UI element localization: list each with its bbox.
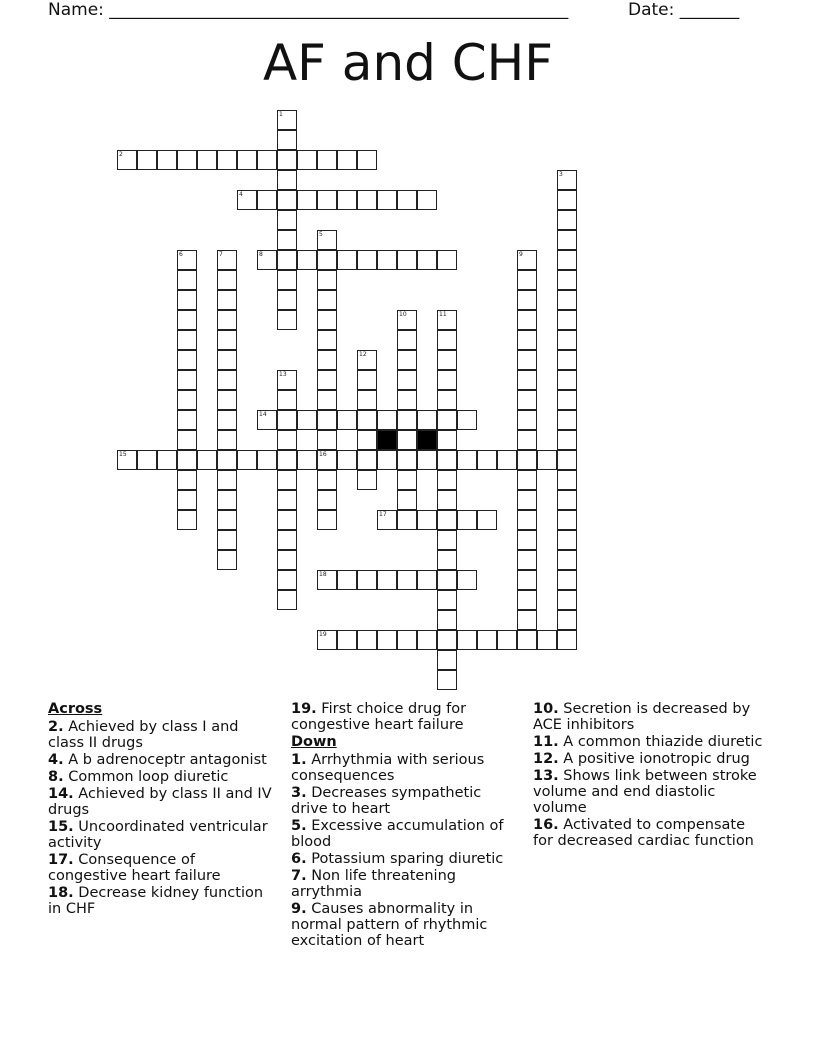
grid-cell[interactable] bbox=[557, 390, 577, 410]
clue-number: 14. bbox=[48, 786, 74, 802]
grid-cell[interactable] bbox=[557, 270, 577, 290]
grid-cell[interactable] bbox=[377, 250, 397, 270]
clue-number-label: 16 bbox=[319, 451, 327, 458]
grid-cell[interactable] bbox=[197, 450, 217, 470]
clue-item bbox=[48, 852, 278, 884]
clue-item bbox=[291, 868, 521, 900]
grid-cell[interactable] bbox=[557, 630, 577, 650]
grid-cell[interactable] bbox=[557, 190, 577, 210]
clue-item bbox=[291, 785, 521, 817]
grid-cell[interactable] bbox=[137, 450, 157, 470]
grid-cell[interactable] bbox=[277, 310, 297, 330]
across-clue-list-continued bbox=[291, 701, 521, 733]
grid-cell[interactable] bbox=[377, 410, 397, 430]
grid-cell[interactable] bbox=[557, 550, 577, 570]
grid-cell[interactable] bbox=[177, 510, 197, 530]
grid-cell[interactable] bbox=[177, 430, 197, 450]
grid-cell[interactable] bbox=[397, 390, 417, 410]
grid-cell[interactable] bbox=[397, 450, 417, 470]
grid-cell[interactable] bbox=[277, 250, 297, 270]
clue-number: 4. bbox=[48, 752, 64, 768]
grid-cell[interactable] bbox=[257, 450, 277, 470]
clue-item bbox=[533, 751, 768, 767]
grid-cell[interactable] bbox=[277, 150, 297, 170]
clue-number: 5. bbox=[291, 818, 307, 834]
grid-cell[interactable] bbox=[357, 630, 377, 650]
grid-cell[interactable] bbox=[357, 430, 377, 450]
clue-column-2 bbox=[291, 701, 521, 950]
clue-item bbox=[291, 851, 521, 867]
clue-item bbox=[291, 818, 521, 850]
grid-cell[interactable] bbox=[437, 530, 457, 550]
grid-cell[interactable] bbox=[337, 150, 357, 170]
grid-cell[interactable] bbox=[517, 550, 537, 570]
clue-item bbox=[48, 752, 278, 768]
grid-cell[interactable] bbox=[397, 470, 417, 490]
grid-cell[interactable] bbox=[517, 470, 537, 490]
clue-number-label: 17 bbox=[379, 511, 387, 518]
grid-cell[interactable] bbox=[217, 370, 237, 390]
grid-cell[interactable] bbox=[357, 370, 377, 390]
clue-number: 15. bbox=[48, 819, 74, 835]
grid-cell[interactable] bbox=[217, 350, 237, 370]
clue-number-label: 13 bbox=[279, 371, 287, 378]
across-clue-list bbox=[48, 719, 278, 917]
grid-cell[interactable] bbox=[177, 470, 197, 490]
grid-cell[interactable] bbox=[437, 410, 457, 430]
across-heading: Across bbox=[48, 701, 103, 717]
down-clue-list bbox=[291, 752, 521, 949]
grid-cell[interactable] bbox=[217, 410, 237, 430]
clue-text: Non life threatening arrythmia bbox=[291, 868, 456, 900]
grid-cell[interactable] bbox=[217, 470, 237, 490]
grid-cell[interactable] bbox=[317, 150, 337, 170]
grid-cell[interactable] bbox=[297, 150, 317, 170]
page-title: AF and CHF bbox=[262, 34, 554, 92]
clue-column-1 bbox=[48, 701, 278, 918]
grid-cell[interactable] bbox=[317, 370, 337, 390]
clue-item bbox=[48, 885, 278, 917]
clue-number-label: 7 bbox=[219, 251, 223, 258]
clue-text: Causes abnormality in normal pattern of rhythmic excitation of heart bbox=[291, 901, 488, 949]
grid-cell[interactable] bbox=[557, 610, 577, 630]
grid-cell[interactable] bbox=[317, 510, 337, 530]
grid-cell[interactable] bbox=[397, 370, 417, 390]
clue-item bbox=[48, 786, 278, 818]
grid-cell[interactable] bbox=[357, 390, 377, 410]
clue-number-label: 6 bbox=[179, 251, 183, 258]
clue-text: Excessive accumulation of blood bbox=[291, 818, 504, 850]
clue-number: 18. bbox=[48, 885, 74, 901]
grid-cell[interactable] bbox=[417, 510, 437, 530]
grid-cell[interactable] bbox=[237, 150, 257, 170]
grid-cell[interactable] bbox=[277, 290, 297, 310]
grid-cell[interactable] bbox=[517, 350, 537, 370]
clue-number: 1. bbox=[291, 752, 307, 768]
grid-cell[interactable] bbox=[157, 150, 177, 170]
clue-number-label: 9 bbox=[519, 251, 523, 258]
clue-item bbox=[48, 769, 278, 785]
grid-cell[interactable] bbox=[557, 430, 577, 450]
grid-cell[interactable] bbox=[157, 450, 177, 470]
clue-number-label: 8 bbox=[259, 251, 263, 258]
clue-item bbox=[48, 819, 278, 851]
clue-number: 11. bbox=[533, 734, 559, 750]
down-heading: Down bbox=[291, 734, 337, 750]
clue-item bbox=[291, 701, 521, 733]
clue-text: First choice drug for congestive heart failure bbox=[291, 701, 467, 733]
grid-cell[interactable] bbox=[417, 570, 437, 590]
grid-cell[interactable] bbox=[137, 150, 157, 170]
clue-number: 10. bbox=[533, 701, 559, 717]
grid-cell[interactable] bbox=[277, 390, 297, 410]
clue-number: 19. bbox=[291, 701, 317, 717]
grid-cell[interactable] bbox=[557, 310, 577, 330]
grid-cell[interactable] bbox=[277, 130, 297, 150]
grid-cell[interactable] bbox=[177, 450, 197, 470]
grid-cell[interactable] bbox=[217, 310, 237, 330]
grid-cell[interactable] bbox=[277, 490, 297, 510]
grid-cell[interactable] bbox=[317, 330, 337, 350]
grid-cell[interactable] bbox=[217, 390, 237, 410]
clue-number: 8. bbox=[48, 769, 64, 785]
grid-cell[interactable] bbox=[177, 310, 197, 330]
grid-cell[interactable] bbox=[417, 410, 437, 430]
grid-cell[interactable] bbox=[217, 530, 237, 550]
grid-cell[interactable] bbox=[277, 410, 297, 430]
grid-cell[interactable] bbox=[397, 630, 417, 650]
down-clue-list-continued bbox=[533, 701, 768, 849]
grid-cell[interactable] bbox=[197, 150, 217, 170]
grid-cell[interactable] bbox=[357, 470, 377, 490]
clue-number-label: 14 bbox=[259, 411, 267, 418]
grid-cell[interactable] bbox=[217, 550, 237, 570]
grid-cell[interactable] bbox=[557, 290, 577, 310]
grid-cell[interactable] bbox=[377, 190, 397, 210]
clue-text: Achieved by class II and IV drugs bbox=[48, 786, 272, 818]
clue-item bbox=[291, 901, 521, 949]
clue-number-label: 11 bbox=[439, 311, 447, 318]
grid-cell[interactable] bbox=[277, 170, 297, 190]
grid-cell[interactable] bbox=[517, 430, 537, 450]
grid-cell[interactable] bbox=[557, 230, 577, 250]
clue-column-3 bbox=[533, 701, 768, 850]
grid-cell[interactable] bbox=[517, 630, 537, 650]
grid-cell[interactable] bbox=[177, 270, 197, 290]
grid-cell[interactable] bbox=[177, 390, 197, 410]
grid-cell[interactable] bbox=[337, 250, 357, 270]
clue-number: 17. bbox=[48, 852, 74, 868]
grid-cell[interactable] bbox=[257, 150, 277, 170]
grid-cell[interactable] bbox=[557, 570, 577, 590]
grid-cell[interactable] bbox=[517, 450, 537, 470]
grid-cell[interactable] bbox=[437, 590, 457, 610]
grid-cell[interactable] bbox=[317, 410, 337, 430]
grid-cell[interactable] bbox=[437, 670, 457, 690]
grid-cell[interactable] bbox=[417, 450, 437, 470]
grid-cell[interactable] bbox=[397, 250, 417, 270]
clue-number: 13. bbox=[533, 768, 559, 784]
clue-number-label: 1 bbox=[279, 111, 283, 118]
grid-cell[interactable] bbox=[357, 190, 377, 210]
grid-cell[interactable] bbox=[177, 350, 197, 370]
grid-cell[interactable] bbox=[557, 250, 577, 270]
clue-item bbox=[291, 752, 521, 784]
clue-number: 12. bbox=[533, 751, 559, 767]
clue-text: Uncoordinated ventricular activity bbox=[48, 819, 268, 851]
clue-number-label: 4 bbox=[239, 191, 243, 198]
clue-text: Potassium sparing diuretic bbox=[306, 851, 504, 867]
clue-number-label: 19 bbox=[319, 631, 327, 638]
grid-cell[interactable] bbox=[437, 470, 457, 490]
grid-cell[interactable] bbox=[517, 530, 537, 550]
grid-cell[interactable] bbox=[317, 190, 337, 210]
grid-cell[interactable] bbox=[557, 330, 577, 350]
grid-cell[interactable] bbox=[277, 270, 297, 290]
clue-number-label: 18 bbox=[319, 571, 327, 578]
grid-cell[interactable] bbox=[177, 370, 197, 390]
grid-cell[interactable] bbox=[437, 330, 457, 350]
clue-number-label: 3 bbox=[559, 171, 563, 178]
grid-cell[interactable] bbox=[217, 270, 237, 290]
grid-cell[interactable] bbox=[437, 430, 457, 450]
grid-cell[interactable] bbox=[397, 330, 417, 350]
grid-cell[interactable] bbox=[537, 630, 557, 650]
grid-cell[interactable] bbox=[477, 450, 497, 470]
grid-cell[interactable] bbox=[557, 370, 577, 390]
grid-cell[interactable] bbox=[557, 510, 577, 530]
grid-cell[interactable] bbox=[437, 570, 457, 590]
grid-cell[interactable] bbox=[317, 270, 337, 290]
grid-cell[interactable] bbox=[337, 410, 357, 430]
grid-cell[interactable] bbox=[357, 570, 377, 590]
grid-cell[interactable] bbox=[217, 490, 237, 510]
grid-cell[interactable] bbox=[437, 390, 457, 410]
grid-cell[interactable] bbox=[397, 350, 417, 370]
grid-cell[interactable] bbox=[277, 210, 297, 230]
grid-cell[interactable] bbox=[277, 550, 297, 570]
grid-cell[interactable] bbox=[457, 570, 477, 590]
grid-cell[interactable] bbox=[437, 250, 457, 270]
grid-cell[interactable] bbox=[357, 250, 377, 270]
grid-cell[interactable] bbox=[397, 410, 417, 430]
grid-cell[interactable] bbox=[457, 510, 477, 530]
grid-cell[interactable] bbox=[517, 330, 537, 350]
grid-cell[interactable] bbox=[337, 190, 357, 210]
grid-cell[interactable] bbox=[217, 330, 237, 350]
clue-number: 3. bbox=[291, 785, 307, 801]
clue-text: A b adrenoceptr antagonist bbox=[63, 752, 267, 768]
grid-cell[interactable] bbox=[277, 430, 297, 450]
grid-cell[interactable] bbox=[517, 370, 537, 390]
clue-text: Shows link between stroke volume and end diastolic volume bbox=[533, 768, 757, 816]
grid-cell[interactable] bbox=[217, 430, 237, 450]
grid-cell[interactable] bbox=[317, 430, 337, 450]
grid-cell[interactable] bbox=[277, 570, 297, 590]
grid-cell[interactable] bbox=[317, 250, 337, 270]
grid-cell[interactable] bbox=[517, 410, 537, 430]
grid-cell[interactable] bbox=[397, 510, 417, 530]
black-cell bbox=[377, 430, 397, 450]
clue-item bbox=[48, 719, 278, 751]
grid-cell[interactable] bbox=[317, 290, 337, 310]
grid-cell[interactable] bbox=[277, 510, 297, 530]
grid-cell[interactable] bbox=[177, 150, 197, 170]
black-cell bbox=[417, 430, 437, 450]
grid-cell[interactable] bbox=[257, 190, 277, 210]
clue-number-label: 2 bbox=[119, 151, 123, 158]
grid-cell[interactable] bbox=[377, 630, 397, 650]
grid-cell[interactable] bbox=[437, 610, 457, 630]
grid-cell[interactable] bbox=[477, 510, 497, 530]
grid-cell[interactable] bbox=[537, 450, 557, 470]
clue-number: 6. bbox=[291, 851, 307, 867]
grid-cell[interactable] bbox=[517, 570, 537, 590]
grid-cell[interactable] bbox=[517, 590, 537, 610]
clue-item bbox=[533, 768, 768, 816]
clue-text: Decrease kidney function in CHF bbox=[48, 885, 264, 917]
clue-number: 2. bbox=[48, 719, 64, 735]
clue-item bbox=[533, 734, 768, 750]
grid-cell[interactable] bbox=[217, 290, 237, 310]
grid-cell[interactable] bbox=[277, 230, 297, 250]
grid-cell[interactable] bbox=[557, 590, 577, 610]
grid-cell[interactable] bbox=[277, 450, 297, 470]
clue-text: Arrhythmia with serious consequences bbox=[291, 752, 485, 784]
grid-cell[interactable] bbox=[437, 630, 457, 650]
clue-number: 16. bbox=[533, 817, 559, 833]
grid-cell[interactable] bbox=[557, 470, 577, 490]
grid-cell[interactable] bbox=[557, 210, 577, 230]
grid-cell[interactable] bbox=[277, 590, 297, 610]
grid-cell[interactable] bbox=[397, 190, 417, 210]
grid-cell[interactable] bbox=[437, 370, 457, 390]
clue-number-label: 5 bbox=[319, 231, 323, 238]
grid-cell[interactable] bbox=[297, 190, 317, 210]
grid-cell[interactable] bbox=[497, 630, 517, 650]
grid-cell[interactable] bbox=[517, 290, 537, 310]
grid-cell[interactable] bbox=[557, 530, 577, 550]
grid-cell[interactable] bbox=[497, 450, 517, 470]
grid-cell[interactable] bbox=[437, 550, 457, 570]
clue-number-label: 15 bbox=[119, 451, 127, 458]
grid-cell[interactable] bbox=[377, 570, 397, 590]
grid-cell[interactable] bbox=[437, 450, 457, 470]
grid-cell[interactable] bbox=[297, 450, 317, 470]
grid-cell[interactable] bbox=[517, 270, 537, 290]
grid-cell[interactable] bbox=[377, 450, 397, 470]
grid-cell[interactable] bbox=[417, 250, 437, 270]
grid-cell[interactable] bbox=[317, 490, 337, 510]
grid-cell[interactable] bbox=[557, 350, 577, 370]
clue-text: A positive ionotropic drug bbox=[558, 751, 750, 767]
grid-cell[interactable] bbox=[277, 530, 297, 550]
grid-cell[interactable] bbox=[277, 470, 297, 490]
clue-text: Consequence of congestive heart failure bbox=[48, 852, 221, 884]
clue-number: 9. bbox=[291, 901, 307, 917]
grid-cell[interactable] bbox=[557, 410, 577, 430]
grid-cell[interactable] bbox=[437, 490, 457, 510]
grid-cell[interactable] bbox=[357, 150, 377, 170]
grid-cell[interactable] bbox=[177, 330, 197, 350]
grid-cell[interactable] bbox=[317, 390, 337, 410]
grid-cell[interactable] bbox=[317, 310, 337, 330]
name-field-label: Name: ______________________________________________________ bbox=[48, 0, 569, 20]
grid-cell[interactable] bbox=[517, 490, 537, 510]
grid-cell[interactable] bbox=[277, 190, 297, 210]
grid-cell[interactable] bbox=[397, 430, 417, 450]
grid-cell[interactable] bbox=[297, 250, 317, 270]
grid-cell[interactable] bbox=[517, 390, 537, 410]
grid-cell[interactable] bbox=[357, 450, 377, 470]
grid-cell[interactable] bbox=[217, 450, 237, 470]
grid-cell[interactable] bbox=[437, 650, 457, 670]
grid-cell[interactable] bbox=[557, 490, 577, 510]
grid-cell[interactable] bbox=[397, 490, 417, 510]
grid-cell[interactable] bbox=[217, 150, 237, 170]
grid-cell[interactable] bbox=[517, 610, 537, 630]
grid-cell[interactable] bbox=[237, 450, 257, 470]
grid-cell[interactable] bbox=[317, 350, 337, 370]
grid-cell[interactable] bbox=[437, 350, 457, 370]
clue-number-label: 12 bbox=[359, 351, 367, 358]
clue-item bbox=[533, 817, 768, 849]
clue-text: Decreases sympathetic drive to heart bbox=[291, 785, 482, 817]
clue-number-label: 10 bbox=[399, 311, 407, 318]
grid-cell[interactable] bbox=[477, 630, 497, 650]
grid-cell[interactable] bbox=[557, 450, 577, 470]
grid-cell[interactable] bbox=[417, 190, 437, 210]
clue-text: A common thiazide diuretic bbox=[558, 734, 763, 750]
clue-number: 7. bbox=[291, 868, 307, 884]
grid-cell[interactable] bbox=[517, 510, 537, 530]
grid-cell[interactable] bbox=[337, 570, 357, 590]
grid-cell[interactable] bbox=[457, 630, 477, 650]
clue-text: Activated to compensate for decreased cardiac function bbox=[533, 817, 754, 849]
grid-cell[interactable] bbox=[457, 410, 477, 430]
clue-text: Achieved by class I and class II drugs bbox=[48, 719, 239, 751]
grid-cell[interactable] bbox=[397, 570, 417, 590]
clue-item bbox=[533, 701, 768, 733]
date-field-label: Date: _______ bbox=[628, 0, 740, 20]
grid-cell[interactable] bbox=[317, 470, 337, 490]
grid-cell[interactable] bbox=[437, 510, 457, 530]
grid-cell[interactable] bbox=[357, 410, 377, 430]
clue-text: Secretion is decreased by ACE inhibitors bbox=[533, 701, 751, 733]
grid-cell[interactable] bbox=[517, 310, 537, 330]
clue-text: Common loop diuretic bbox=[63, 769, 229, 785]
grid-cell[interactable] bbox=[337, 450, 357, 470]
grid-cell[interactable] bbox=[337, 630, 357, 650]
grid-cell[interactable] bbox=[217, 510, 237, 530]
grid-cell[interactable] bbox=[297, 410, 317, 430]
grid-cell[interactable] bbox=[177, 290, 197, 310]
grid-cell[interactable] bbox=[417, 630, 437, 650]
grid-cell[interactable] bbox=[177, 410, 197, 430]
grid-cell[interactable] bbox=[457, 450, 477, 470]
grid-cell[interactable] bbox=[177, 490, 197, 510]
